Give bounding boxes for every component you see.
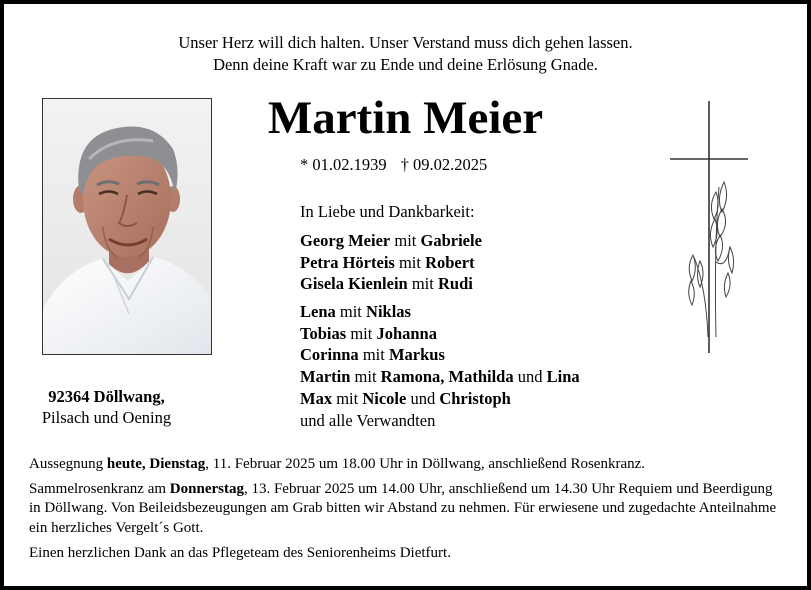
family-grandchildren-block <box>300 301 580 431</box>
birth-date: * 01.02.1939 <box>300 155 387 174</box>
relatives-line: und alle Verwandten <box>300 410 436 430</box>
deceased-name: Martin Meier <box>267 92 544 144</box>
family-row: Max mit Nicole und Christoph <box>300 388 511 408</box>
portrait-image <box>43 99 211 354</box>
family-row: Georg Meier mit Gabriele <box>300 231 482 250</box>
motto-text <box>4 32 807 76</box>
funeral-paragraph-2: Sammelrosenkranz am Donnerstag, 13. Februar 2025 um 14.00 Uhr, anschließend um 14.30 Uhr Requiem und Beerdigung in Döllwang. Von Beileidsbezeugungen am Grab bitten wir Abstand zu nehmen. Für erwiesene und zugedachte Anteilnahme ein herzliches Vergelt´s Gott. <box>29 481 777 536</box>
wheat-icon <box>689 182 734 337</box>
motto-line-2: Denn deine Kraft war zu Ende und deine Erlösung Gnade. <box>213 55 598 74</box>
thanks-paragraph: Einen herzlichen Dank an das Pflegeteam des Seniorenheims Dietfurt. <box>29 545 451 561</box>
cross-wheat-emblem <box>664 97 754 357</box>
motto-line-1: Unser Herz will dich halten. Unser Verstand muss dich gehen lassen. <box>178 33 633 52</box>
family-row: Lena mit Niklas <box>300 302 411 321</box>
life-dates <box>300 155 487 175</box>
place-line-1: 92364 Döllwang, <box>48 387 165 406</box>
death-date: † 09.02.2025 <box>400 155 488 174</box>
family-children-block <box>300 230 482 295</box>
family-row: Tobias mit Johanna <box>300 323 437 343</box>
place-block <box>4 386 209 428</box>
family-row: Gisela Kienlein mit Rudi <box>300 274 473 294</box>
family-row: Petra Hörteis mit Robert <box>300 252 475 272</box>
cross-icon <box>664 97 754 357</box>
portrait-photo <box>42 98 212 355</box>
family-row: Martin mit Ramona, Mathilda und Lina <box>300 367 580 387</box>
thanks-intro: In Liebe und Dankbarkeit: <box>300 202 475 221</box>
place-line-2: Pilsach und Oening <box>41 408 172 427</box>
family-row: Corinna mit Markus <box>300 345 445 365</box>
funeral-paragraph-1: Aussegnung heute, Dienstag, 11. Februar 2025 um 18.00 Uhr in Döllwang, anschließend Rosenkranz. <box>29 456 646 472</box>
